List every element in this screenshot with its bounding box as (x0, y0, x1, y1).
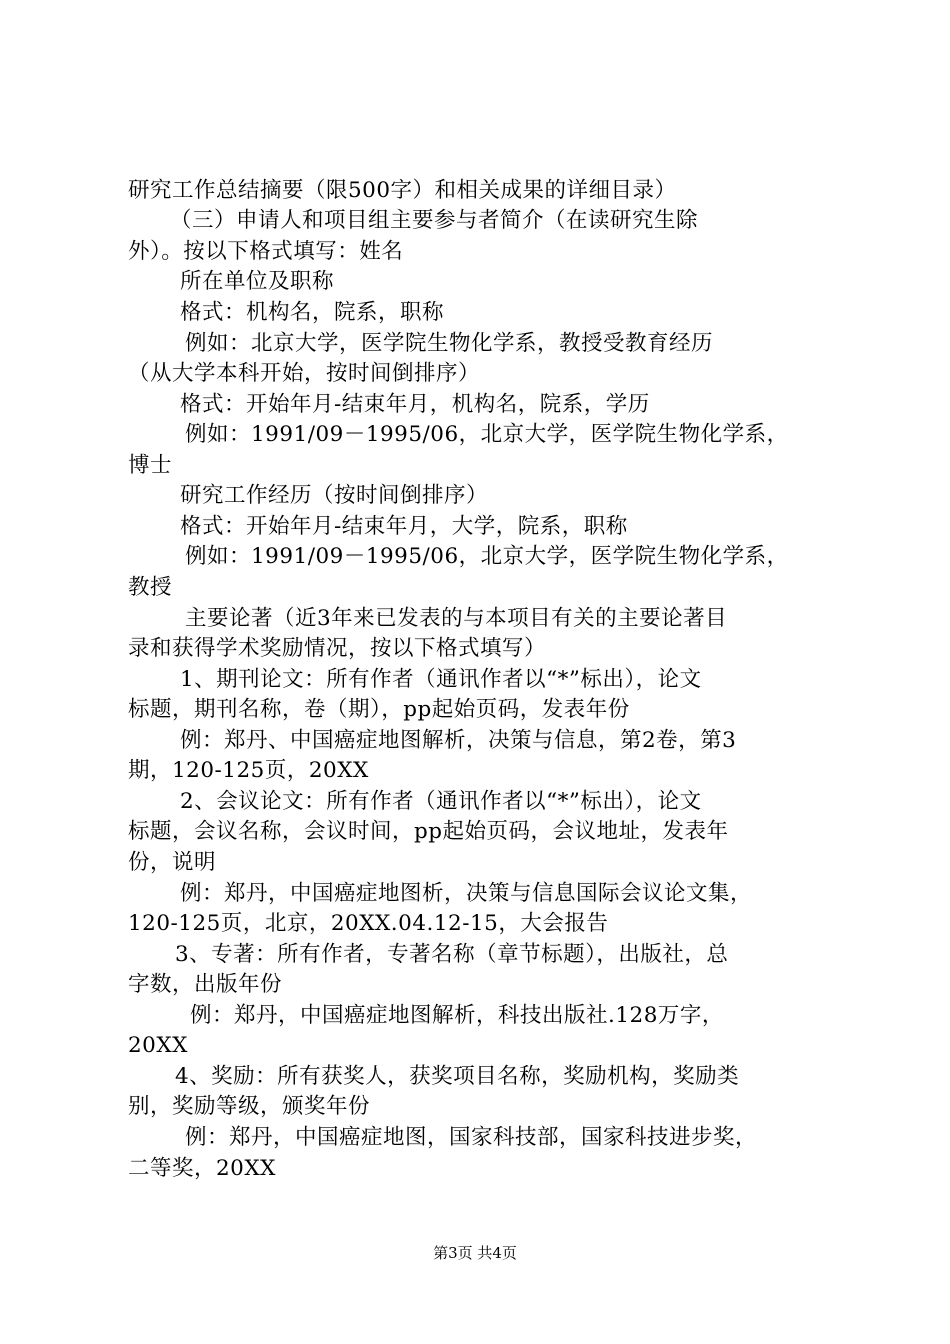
text-line: 字数，出版年份 (128, 972, 283, 997)
text-line: 例：郑丹、中国癌症地图解析，决策与信息，第2卷，第3 (180, 728, 737, 753)
text-line: 博士 (128, 453, 173, 478)
text-line: 二等奖，20XX (128, 1156, 276, 1181)
text-line: 外）。按以下格式填写：姓名 (128, 239, 404, 264)
text-line: 例：郑丹，中国癌症地图析，决策与信息国际会议论文集， (180, 881, 753, 906)
text-line: 例：郑丹，中国癌症地图，国家科技部，国家科技进步奖， (185, 1125, 758, 1150)
text-line: 例如：北京大学，医学院生物化学系，教授受教育经历 (185, 331, 714, 356)
text-line: 主要论著（近3年来已发表的与本项目有关的主要论著目 (185, 606, 728, 631)
text-line: 研究工作总结摘要（限500字）和相关成果的详细目录） (128, 178, 677, 203)
text-line: 期，120-125页，20XX (128, 758, 369, 783)
text-line: （从大学本科开始，按时间倒排序） (128, 361, 481, 386)
text-line: 例如：1991/09－1995/06，北京大学，医学院生物化学系， (185, 422, 789, 447)
text-line: 录和获得学术奖励情况，按以下格式填写） (128, 636, 547, 661)
text-line: 教授 (128, 575, 173, 600)
text-line: 例：郑丹，中国癌症地图解析，科技出版社.128万字， (190, 1003, 724, 1028)
text-line: 份，说明 (128, 850, 217, 875)
text-line: 标题，期刊名称，卷（期），pp起始页码，发表年份 (128, 697, 630, 722)
text-line: 20XX (128, 1033, 188, 1058)
text-line: 格式：机构名，院系，职称 (180, 300, 445, 325)
text-line: 研究工作经历（按时间倒排序） (180, 483, 489, 508)
text-line: 1、期刊论文：所有作者（通讯作者以“*”标出），论文 (180, 667, 702, 692)
page-number-footer: 第3页 共4页 (433, 1244, 517, 1262)
text-line: 别，奖励等级，颁奖年份 (128, 1094, 371, 1119)
text-line: 所在单位及职称 (180, 269, 335, 294)
text-line: 格式：开始年月-结束年月，机构名，院系，学历 (180, 392, 650, 417)
text-line: 2、会议论文：所有作者（通讯作者以“*”标出），论文 (180, 789, 702, 814)
text-line: 标题，会议名称，会议时间，pp起始页码，会议地址，发表年 (128, 819, 729, 844)
text-line: 120-125页，北京，20XX.04.12-15，大会报告 (128, 911, 609, 936)
text-line: 例如：1991/09－1995/06，北京大学，医学院生物化学系， (185, 544, 789, 569)
text-line: 格式：开始年月-结束年月，大学，院系，职称 (180, 514, 628, 539)
text-line: 4、奖励：所有获奖人，获奖项目名称，奖励机构，奖励类 (175, 1064, 740, 1089)
text-line: 3、专著：所有作者，专著名称（章节标题），出版社，总 (175, 942, 729, 967)
text-line: （三）申请人和项目组主要参与者简介（在读研究生除 (170, 208, 699, 233)
